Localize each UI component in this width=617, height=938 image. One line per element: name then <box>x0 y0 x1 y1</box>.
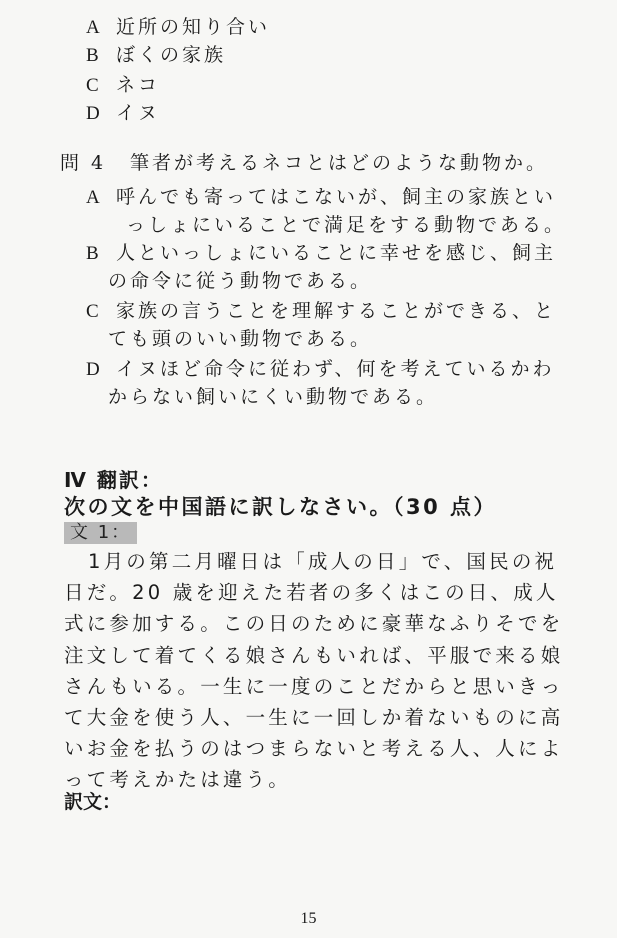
passage: 1月の第二月曜日は「成人の日」で、国民の祝日だ。20 歳を迎えた若者の多くはこの日、成人式に参加する。この日のために豪華なふりそでを注文して着てくる娘さんもいれば、平服で来る娘さんもいる。一生に一度のことだからと思いきって大金を使う人、一生に一回しか着ないものに高いお金を払うのはつまらないと考える人、人によって考えかたは違う。 <box>64 550 564 792</box>
section-instruction: 次の文を中国語に訳しなさい。（30 点） <box>64 495 498 519</box>
answer-line-1: 呼んでも寄ってはこないが、飼主の家族とい <box>116 186 557 208</box>
q3-option-d: D イヌ <box>86 102 161 124</box>
question-number: 問 4 <box>60 152 107 174</box>
answer-line-1: イヌほど命令に従わず、何を考えているかわ <box>116 358 555 380</box>
answer-line-2: からない飼いにくい動物である。 <box>108 386 439 408</box>
q3-option-a: A 近所の知り合い <box>86 16 271 38</box>
question-text: 筆者が考えるネコとはどのような動物か。 <box>130 152 549 174</box>
q4-answer-b: B 人といっしょにいることに幸せを感じ、飼主 の命令に従う動物である。 <box>86 242 557 292</box>
answer-line-2: っしょにいることで満足をする動物である。 <box>126 214 567 236</box>
translation-label: 訳文： <box>64 791 122 813</box>
q3-option-b: B ぼくの家族 <box>86 44 227 66</box>
option-text: ぼくの家族 <box>116 44 227 66</box>
q4-answer-d: D イヌほど命令に従わず、何を考えているかわ からない飼いにくい動物である。 <box>86 358 555 408</box>
answer-line-1: 家族の言うことを理解することができる、と <box>116 300 557 322</box>
question-4 <box>60 148 548 175</box>
text-label: 文 1： <box>64 522 137 544</box>
answer-line-1: 人といっしょにいることに幸せを感じ、飼主 <box>116 242 557 264</box>
q3-option-c: C ネコ <box>86 74 161 96</box>
answer-line-2: の命令に従う動物である。 <box>108 270 373 292</box>
section-heading: Ⅳ 翻訳： <box>64 468 163 492</box>
q4-answer-a: A 呼んでも寄ってはこないが、飼主の家族とい っしょにいることで満足をする動物である。 <box>86 186 567 236</box>
option-text: 近所の知り合い <box>116 16 271 38</box>
option-text: イヌ <box>116 102 161 124</box>
option-text: ネコ <box>116 74 161 96</box>
answer-line-2: ても頭のいい動物である。 <box>108 328 373 350</box>
page-number: 15 <box>300 910 317 927</box>
q4-answer-c: C 家族の言うことを理解することができる、と ても頭のいい動物である。 <box>86 300 557 350</box>
